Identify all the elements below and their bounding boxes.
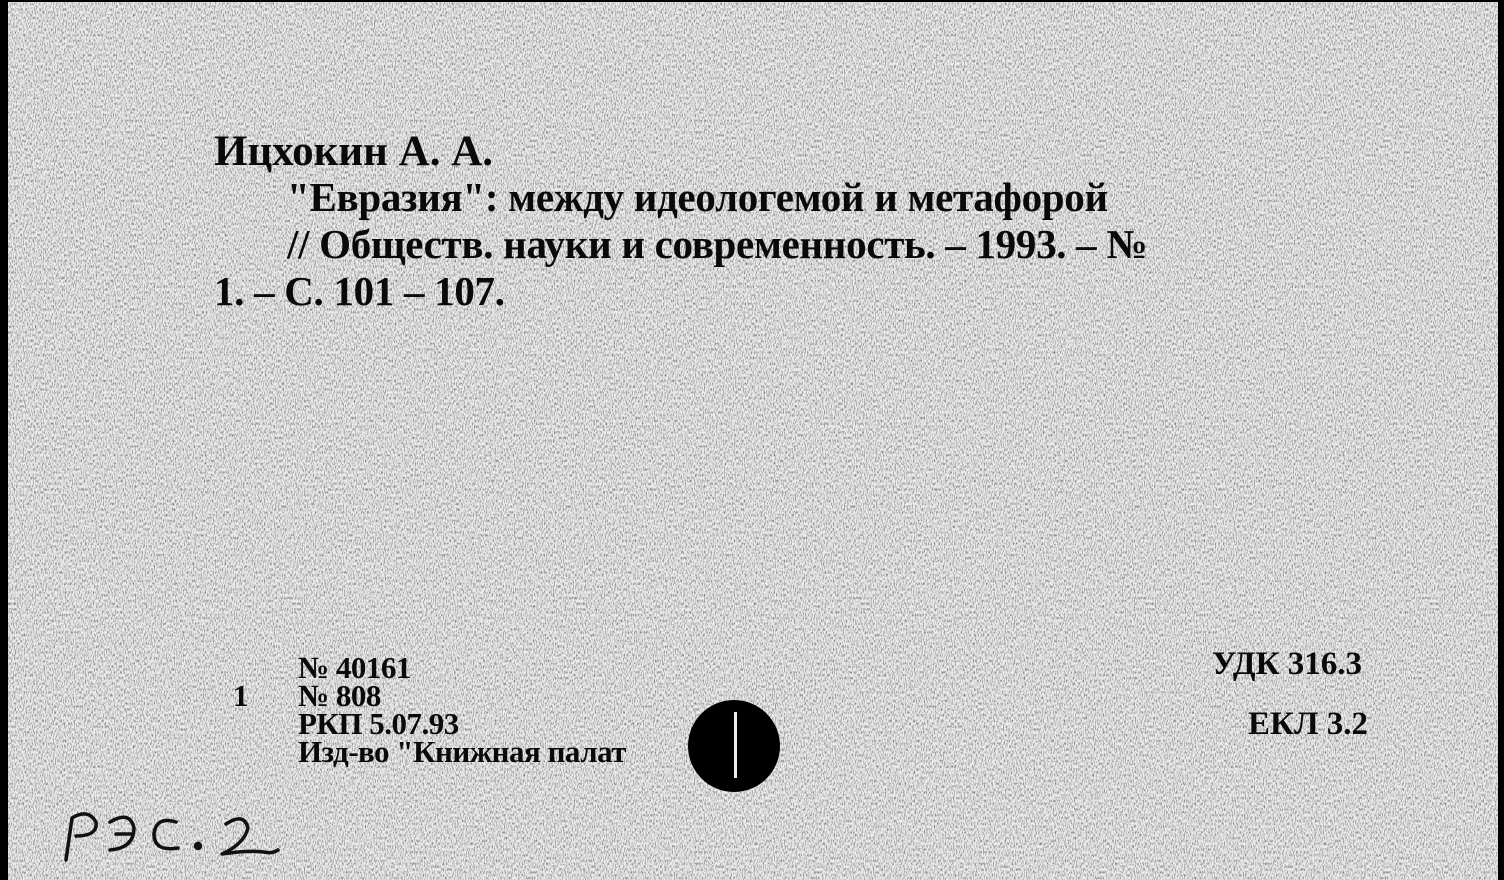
card-right-edge bbox=[1498, 0, 1504, 880]
registration-number: № 40161 bbox=[298, 650, 411, 685]
punch-hole-mark bbox=[734, 712, 745, 778]
article-title: "Евразия": между идеологемой и метафорой bbox=[287, 174, 1108, 220]
card-left-edge bbox=[0, 0, 8, 880]
ekl-code: ЕКЛ 3.2 bbox=[1248, 706, 1369, 742]
publisher: Изд-во "Книжная палат bbox=[298, 734, 627, 769]
rkp-date: РКП 5.07.93 bbox=[298, 706, 459, 741]
copy-number: 1 bbox=[233, 678, 249, 713]
card-top-edge bbox=[0, 0, 1504, 2]
author-heading: Ицхокин А. А. bbox=[214, 128, 494, 175]
handwritten-note bbox=[58, 800, 288, 870]
source-citation-continued: 1. – С. 101 – 107. bbox=[214, 268, 505, 314]
udk-code: УДК 316.3 bbox=[1212, 646, 1363, 682]
source-citation: // Обществ. науки и современность. – 1993. – № bbox=[287, 221, 1148, 267]
issue-number: № 808 bbox=[298, 678, 381, 713]
